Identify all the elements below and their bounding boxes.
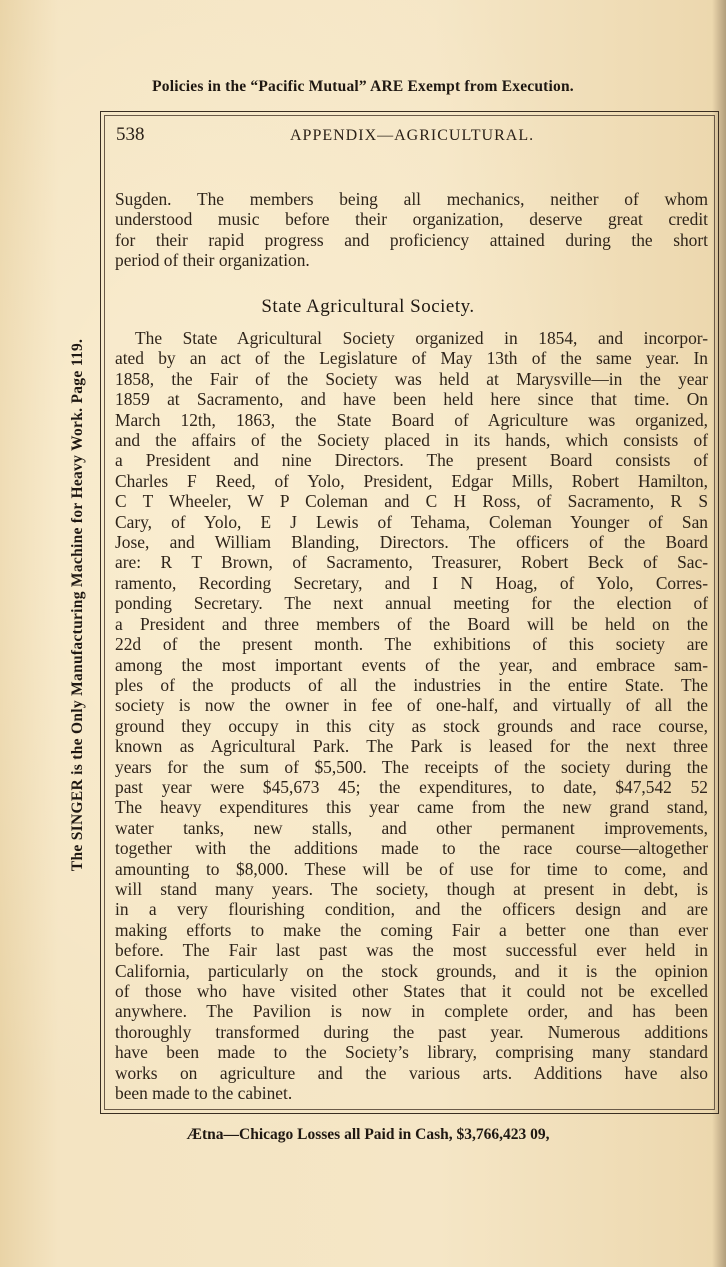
text-line: period of their organization. <box>115 250 310 271</box>
paragraph-intro <box>115 189 708 271</box>
text-line: ponding Secretary. The next annual meeting for the election of <box>115 593 708 614</box>
page-number: 538 <box>116 124 145 145</box>
text-line: in a very flourishing condition, and the officers design and are <box>115 899 708 920</box>
text-line: 22d of the present month. The exhibitions of this society are <box>115 634 708 655</box>
text-line: and the affairs of the Society placed in its hands, which consists of <box>115 430 708 451</box>
text-line: Jose, and William Blanding, Directors. The officers of the Board <box>115 532 708 553</box>
text-line: known as Agricultural Park. The Park is leased for the next three <box>115 736 708 757</box>
text-line: anywhere. The Pavilion is now in complete order, and has been <box>115 1001 708 1022</box>
text-line: ramento, Recording Secretary, and I N Hoag, of Yolo, Corres- <box>115 572 708 593</box>
text-line: making efforts to make the coming Fair a better one than ever <box>115 919 708 940</box>
text-line: years for the sum of $5,500. The receipts of the society during the <box>115 756 708 777</box>
text-line: The heavy expenditures this year came from the new grand stand, <box>115 797 708 818</box>
text-line: of those who have visited other States that it could not be excelled <box>115 981 708 1001</box>
text-line: a President and three members of the Board will be held on the <box>115 613 708 634</box>
text-line: among the most important events of the year, and embrace sam- <box>115 654 708 675</box>
text-line: Charles F Reed, of Yolo, President, Edgar Mills, Robert Hamilton, <box>115 470 708 491</box>
text-line: have been made to the Society’s library, comprising many standard <box>115 1042 708 1063</box>
side-advertisement: The SINGER is the Only Manufacturing Machine for Heavy Work. Page 119. <box>69 338 86 872</box>
text-line: understood music before their organization, deserve great credit <box>115 209 708 230</box>
text-line: amounting to $8,000. These will be of use for time to come, and <box>115 858 708 879</box>
section-heading-text: State Agricultural Society. <box>261 296 475 317</box>
text-line: Sugden. The members being all mechanics, neither of whom <box>115 189 708 209</box>
text-line: society is now the owner in fee of one-half, and virtually of all the <box>115 695 708 716</box>
text-line: been made to the cabinet. <box>115 1083 293 1104</box>
text-line: C T Wheeler, W P Coleman and C H Ross, of Sacramento, R S <box>115 491 708 512</box>
text-line: ples of the products of all the industries in the entire State. The <box>115 674 708 695</box>
page-edge-shadow <box>712 0 726 1267</box>
text-line: California, particularly on the stock grounds, and it is the opinion <box>115 960 708 981</box>
section-heading <box>0 296 726 318</box>
text-line: The State Agricultural Society organized in 1854, and incorpor- <box>135 328 708 348</box>
text-line: March 12th, 1863, the State Board of Agriculture was organized, <box>115 409 708 430</box>
text-line: Cary, of Yolo, E J Lewis of Tehama, Coleman Younger of San <box>115 511 708 532</box>
running-head: APPENDIX—AGRICULTURAL. <box>290 127 535 144</box>
footer-advertisement: Ætna—Chicago Losses all Paid in Cash, $3,766,423 09, <box>186 1126 550 1143</box>
text-line: before. The Fair last past was the most successful ever held in <box>115 940 708 961</box>
text-line: ated by an act of the Legislature of May 13th of the same year. In <box>115 348 708 369</box>
text-line: together with the additions made to the race course—altogether <box>115 838 708 859</box>
text-line: works on agriculture and the various arts. Additions have also <box>115 1062 708 1083</box>
text-line: past year were $45,673 45; the expenditures, to date, $47,542 52 <box>115 776 708 797</box>
text-line: thoroughly transformed during the past year. Numerous additions <box>115 1021 708 1042</box>
header-advertisement: Policies in the “Pacific Mutual” ARE Exempt from Execution. <box>152 78 574 95</box>
paragraph-society <box>115 328 708 1103</box>
text-line: will stand many years. The society, though at present in debt, is <box>115 878 708 899</box>
text-line: are: R T Brown, of Sacramento, Treasurer, Robert Beck of Sac- <box>115 552 708 573</box>
text-line: water tanks, new stalls, and other permanent improvements, <box>115 817 708 838</box>
text-line: ground they occupy in this city as stock grounds and race course, <box>115 715 708 736</box>
text-line: a President and nine Directors. The present Board consists of <box>115 450 708 471</box>
text-line: 1859 at Sacramento, and have been held here since that time. On <box>115 389 708 410</box>
text-line: 1858, the Fair of the Society was held at Marysville—in the year <box>115 368 708 389</box>
text-line: for their rapid progress and proficiency attained during the short <box>115 229 708 250</box>
